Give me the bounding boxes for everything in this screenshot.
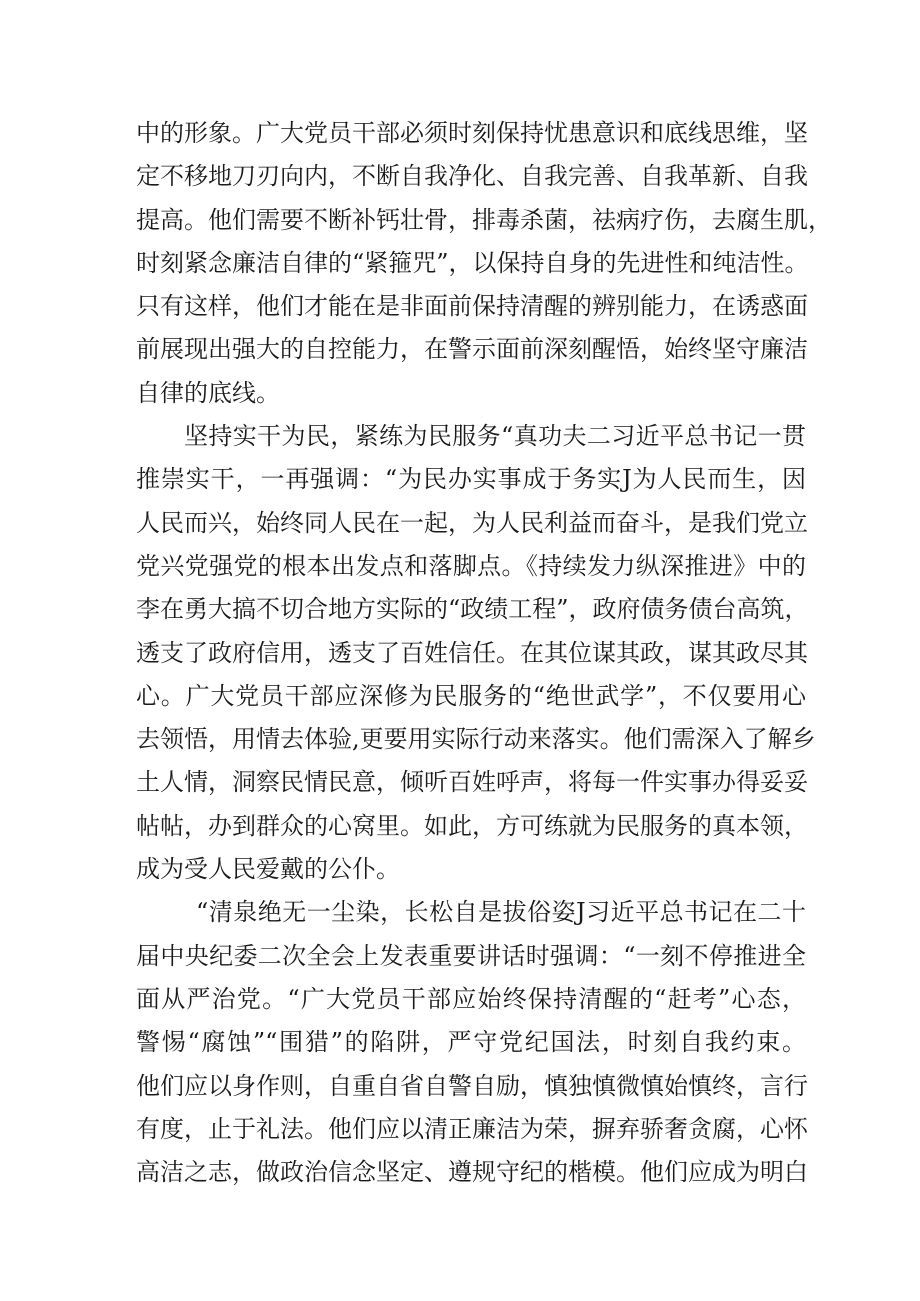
paragraph-line: 高洁之志，做政治信念坚定、遵规守纪的楷模。他们应成为明白 [136,1158,808,1187]
paragraph-line: 定不移地刀刃向内，不断自我净化、自我完善、自我革新、自我 [136,162,808,191]
paragraph-line: 自律的底线。 [136,378,280,407]
document-body [136,112,832,1194]
paragraph-line: 时刻紧念廉洁自律的“紧箍咒”，以保持自身的先进性和纯洁性。 [136,248,809,277]
paragraph-line: 心。广大党员干部应深修为民服务的“绝世武学”，不仅要用心 [136,681,806,710]
paragraph-line: 前展现出强大的自控能力，在警示面前深刻醒悟，始终坚守廉洁 [136,335,808,364]
paragraph-line: 提高。他们需要不断补钙壮骨，排毒杀菌，祛病疗伤，去腐生肌， [136,205,832,234]
paragraph-3 [136,891,806,1194]
paragraph-line: 土人情，洞察民情民意，倾听百姓呼声，将每一件实事办得妥妥 [136,768,808,797]
paragraph-line: 他们应以身作则，自重自省自警自励，慎独慎微慎始慎终，言行 [136,1071,808,1100]
paragraph-line: 面从严治党。“广大党员干部应始终保持清醒的“赶考”心态， [136,984,806,1013]
paragraph-line: 李在勇大搞不切合地方实际的“政绩工程”，政府债务债台高筑， [136,595,809,624]
paragraph-line: “清泉绝无一尘染，长松自是拔俗姿J习近平总书记在二十 [196,898,806,927]
paragraph-line: 中的形象。广大党员干部必须时刻保持忧患意识和底线思维，坚 [136,119,808,147]
paragraph-line: 推崇实干，一再强调：“为民办实事成于务实J为人民而生，因 [136,465,806,494]
paragraph-line: 人民而兴，始终同人民在一起，为人民利益而奋斗，是我们党立 [136,508,808,537]
paragraph-line: 成为受人民爱戴的公仆。 [136,855,400,884]
paragraph-1 [136,112,832,415]
paragraph-line: 坚持实干为民，紧练为民服务“真功夫二习近平总书记一贯 [184,422,806,451]
paragraph-line: 党兴党强党的根本出发点和落脚点。《持续发力纵深推进》中的 [136,551,806,580]
paragraph-line: 有度，止于礼法。他们应以清正廉洁为荣，摒弃骄奢贪腐，心怀 [136,1114,808,1143]
paragraph-line: 只有这样，他们才能在是非面前保持清醒的辨别能力，在诱惑面 [136,292,808,321]
paragraph-line: 透支了政府信用，透支了百姓信任。在其位谋其政，谋其政尽其 [136,638,808,667]
paragraph-line: 警惕“腐蚀”“围猎”的陷阱，严守党纪国法，时刻自我约束。 [136,1028,806,1057]
paragraph-2 [136,415,816,891]
paragraph-line: 去领悟，用情去体验,更要用实际行动来落实。他们需深入了解乡 [136,725,816,754]
paragraph-line: 帖帖，办到群众的心窝里。如此，方可练就为民服务的真本领， [136,811,808,840]
paragraph-line: 届中央纪委二次全会上发表重要讲话时强调：“一刻不停推进全 [136,941,806,970]
